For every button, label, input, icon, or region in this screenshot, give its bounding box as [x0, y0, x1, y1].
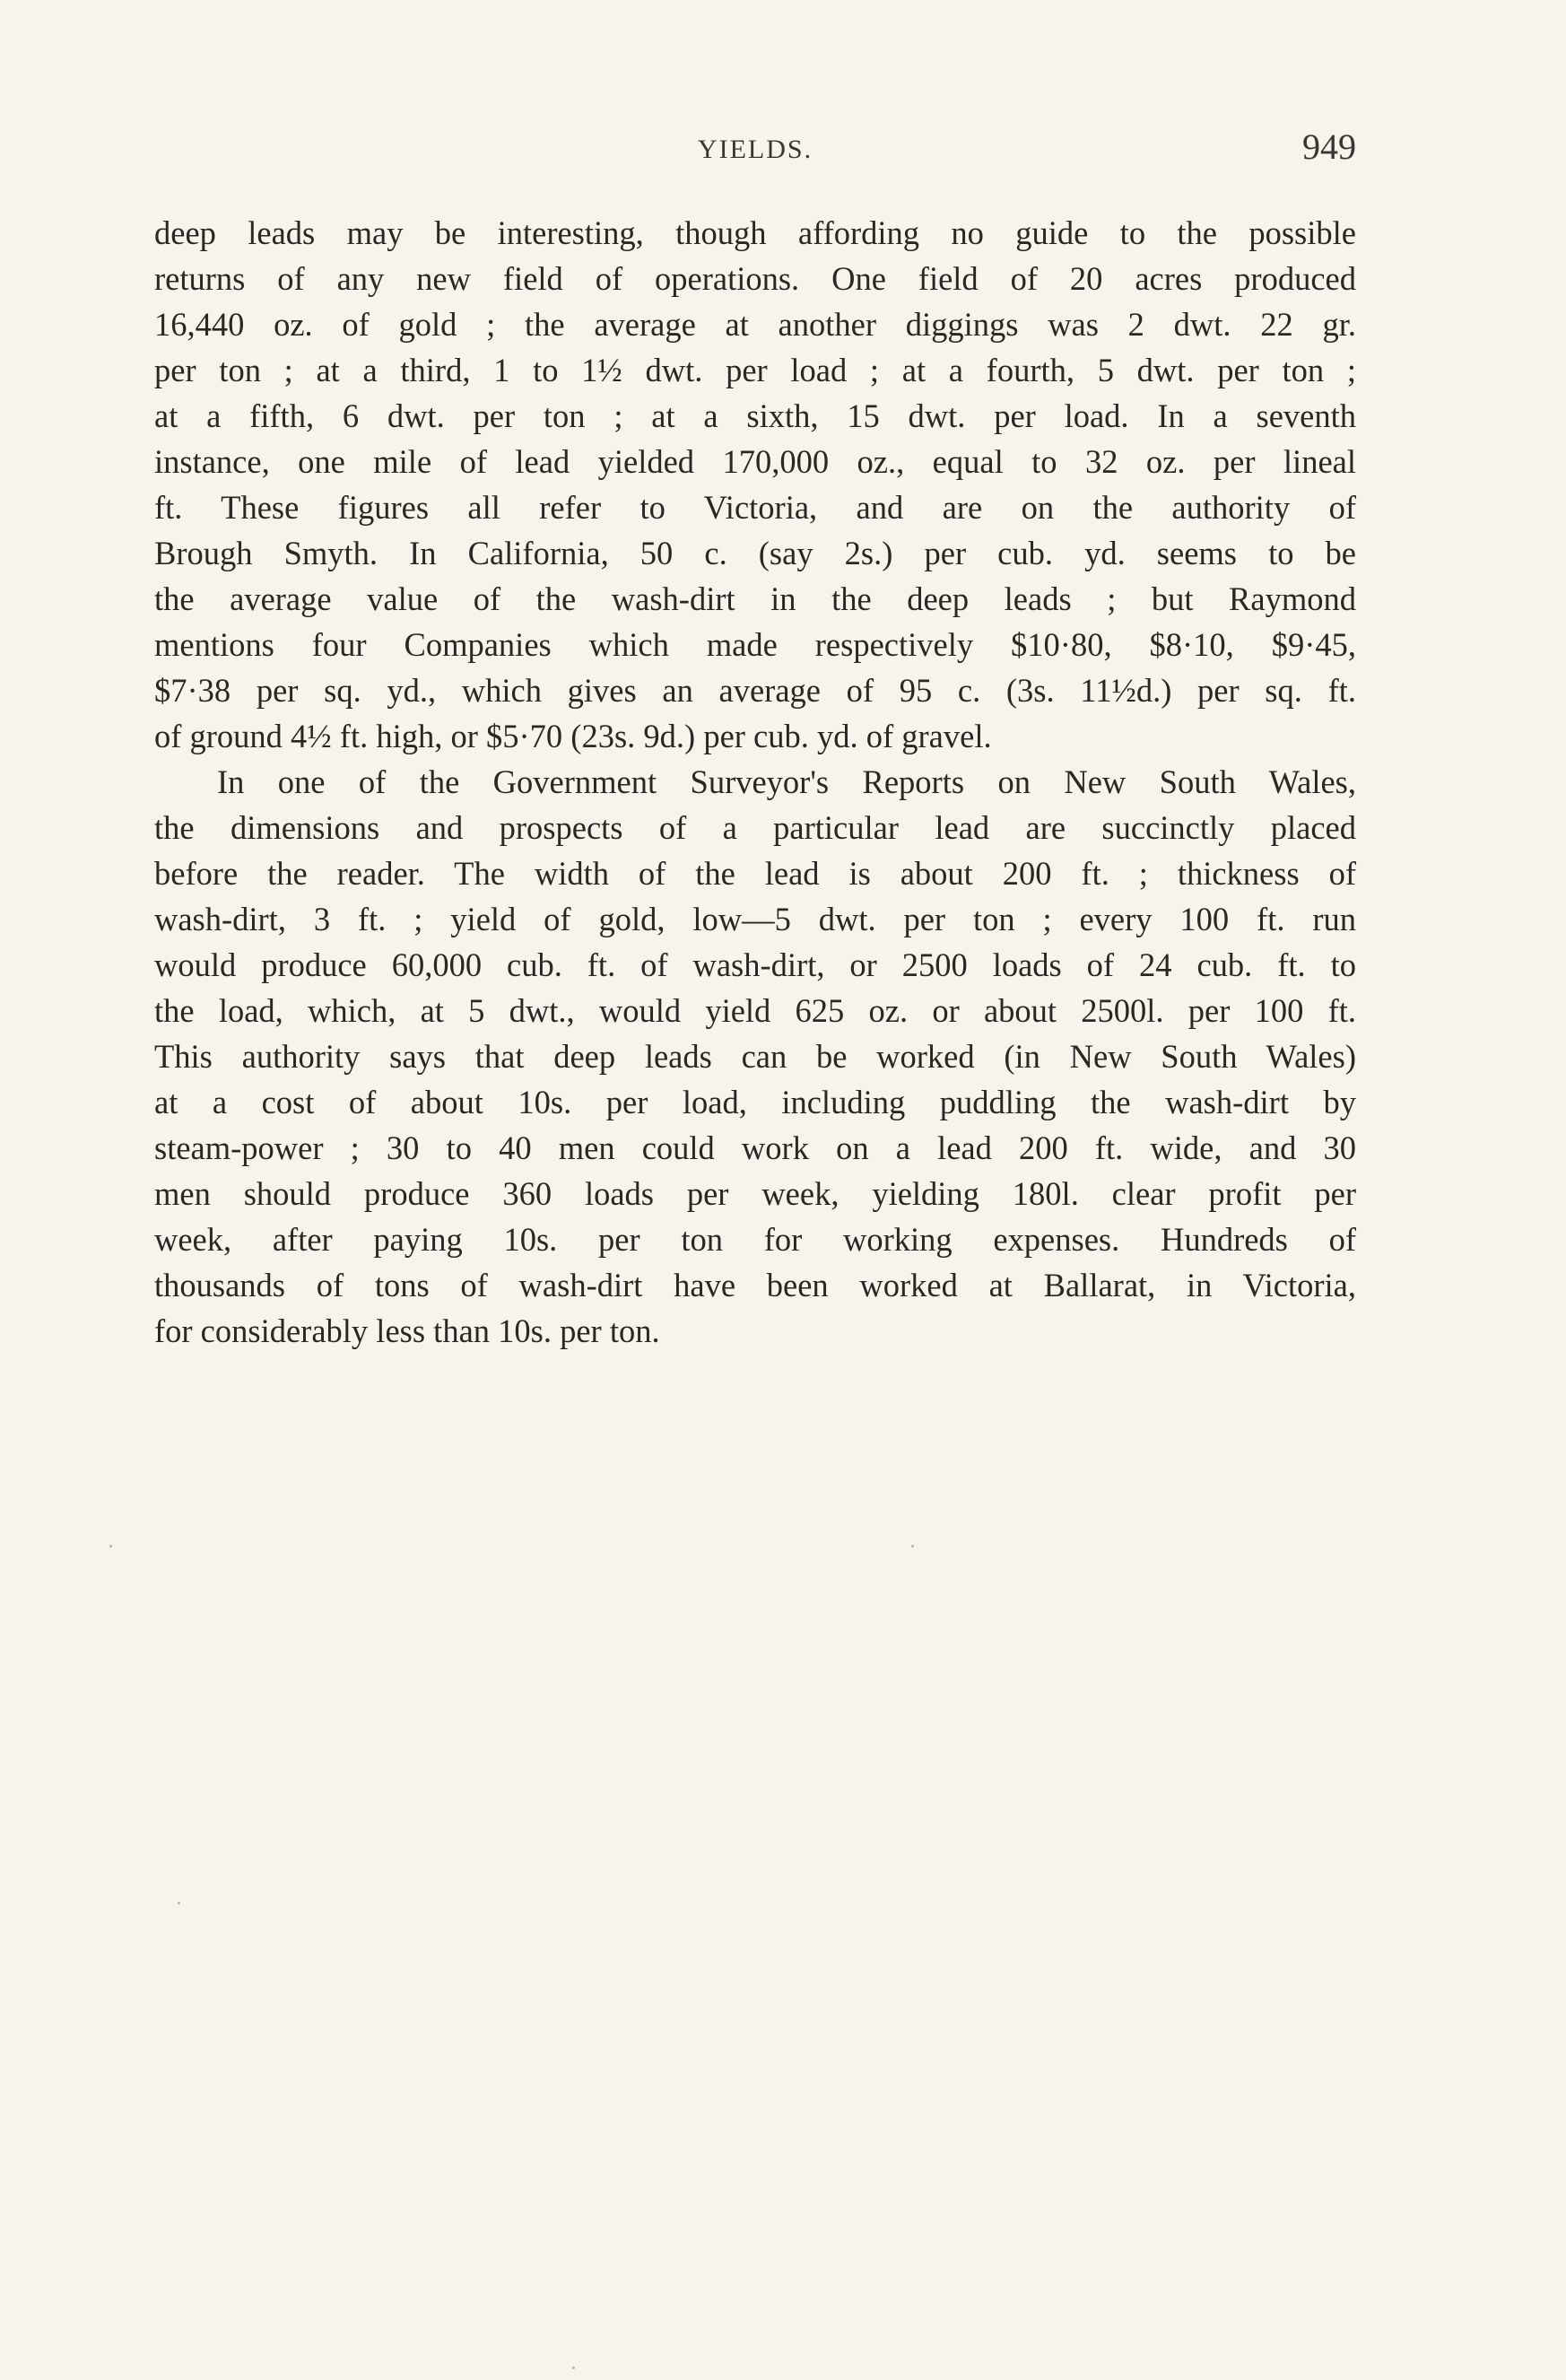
- text-line: of ground 4½ ft. high, or $5·70 (23s. 9d.) per cub. yd. of gravel.: [154, 718, 992, 754]
- text-line: mentions four Companies which made respectively $10·80, $8·10, $9·45,: [154, 626, 1356, 663]
- text-line: the average value of the wash-dirt in the deep leads ; but Raymond: [154, 580, 1356, 617]
- paper-speck: [178, 1902, 180, 1905]
- text-line: would produce 60,000 cub. ft. of wash-dirt, or 2500 loads of 24 cub. ft. to: [154, 946, 1356, 983]
- paper-speck: [911, 1545, 914, 1547]
- text-line: Brough Smyth. In California, 50 c. (say 2s.) per cub. yd. seems to be: [154, 535, 1356, 571]
- text-line: $7·38 per sq. yd., which gives an average of 95 c. (3s. 11½d.) per sq. ft.: [154, 672, 1356, 709]
- body-text: [154, 210, 1356, 1354]
- text-line: thousands of tons of wash-dirt have been worked at Ballarat, in Victoria,: [154, 1267, 1356, 1303]
- text-line: for considerably less than 10s. per ton.: [154, 1312, 660, 1349]
- paragraph-2: [154, 759, 1356, 1354]
- paragraph-1: [154, 210, 1356, 759]
- text-line: 16,440 oz. of gold ; the average at another diggings was 2 dwt. 22 gr.: [154, 306, 1356, 343]
- text-line: at a cost of about 10s. per load, including puddling the wash-dirt by: [154, 1084, 1356, 1120]
- text-line: before the reader. The width of the lead is about 200 ft. ; thickness of: [154, 855, 1356, 892]
- text-line: deep leads may be interesting, though affording no guide to the possible: [154, 214, 1356, 251]
- text-line: returns of any new field of operations. One field of 20 acres produced: [154, 260, 1356, 297]
- text-line: the load, which, at 5 dwt., would yield 625 oz. or about 2500l. per 100 ft.: [154, 992, 1356, 1029]
- text-line: the dimensions and prospects of a particular lead are succinctly placed: [154, 809, 1356, 846]
- text-line: ft. These figures all refer to Victoria, and are on the authority of: [154, 489, 1356, 526]
- text-line: In one of the Government Surveyor's Reports on New South Wales,: [217, 763, 1356, 800]
- text-line: per ton ; at a third, 1 to 1½ dwt. per load ; at a fourth, 5 dwt. per ton ;: [154, 352, 1356, 388]
- paper-speck: [109, 1545, 112, 1547]
- text-line: men should produce 360 loads per week, yielding 180l. clear profit per: [154, 1175, 1356, 1212]
- page-number: 949: [1302, 126, 1356, 167]
- text-line: wash-dirt, 3 ft. ; yield of gold, low—5 dwt. per ton ; every 100 ft. run: [154, 901, 1356, 937]
- paper-speck: [572, 2367, 575, 2369]
- running-title: YIELDS.: [697, 135, 813, 164]
- text-line: at a fifth, 6 dwt. per ton ; at a sixth, 15 dwt. per load. In a seventh: [154, 397, 1356, 434]
- text-line: steam-power ; 30 to 40 men could work on a lead 200 ft. wide, and 30: [154, 1129, 1356, 1166]
- text-line: This authority says that deep leads can be worked (in New South Wales): [154, 1038, 1356, 1075]
- text-line: instance, one mile of lead yielded 170,000 oz., equal to 32 oz. per lineal: [154, 443, 1356, 480]
- text-line: week, after paying 10s. per ton for working expenses. Hundreds of: [154, 1221, 1356, 1258]
- running-head: [154, 126, 1356, 179]
